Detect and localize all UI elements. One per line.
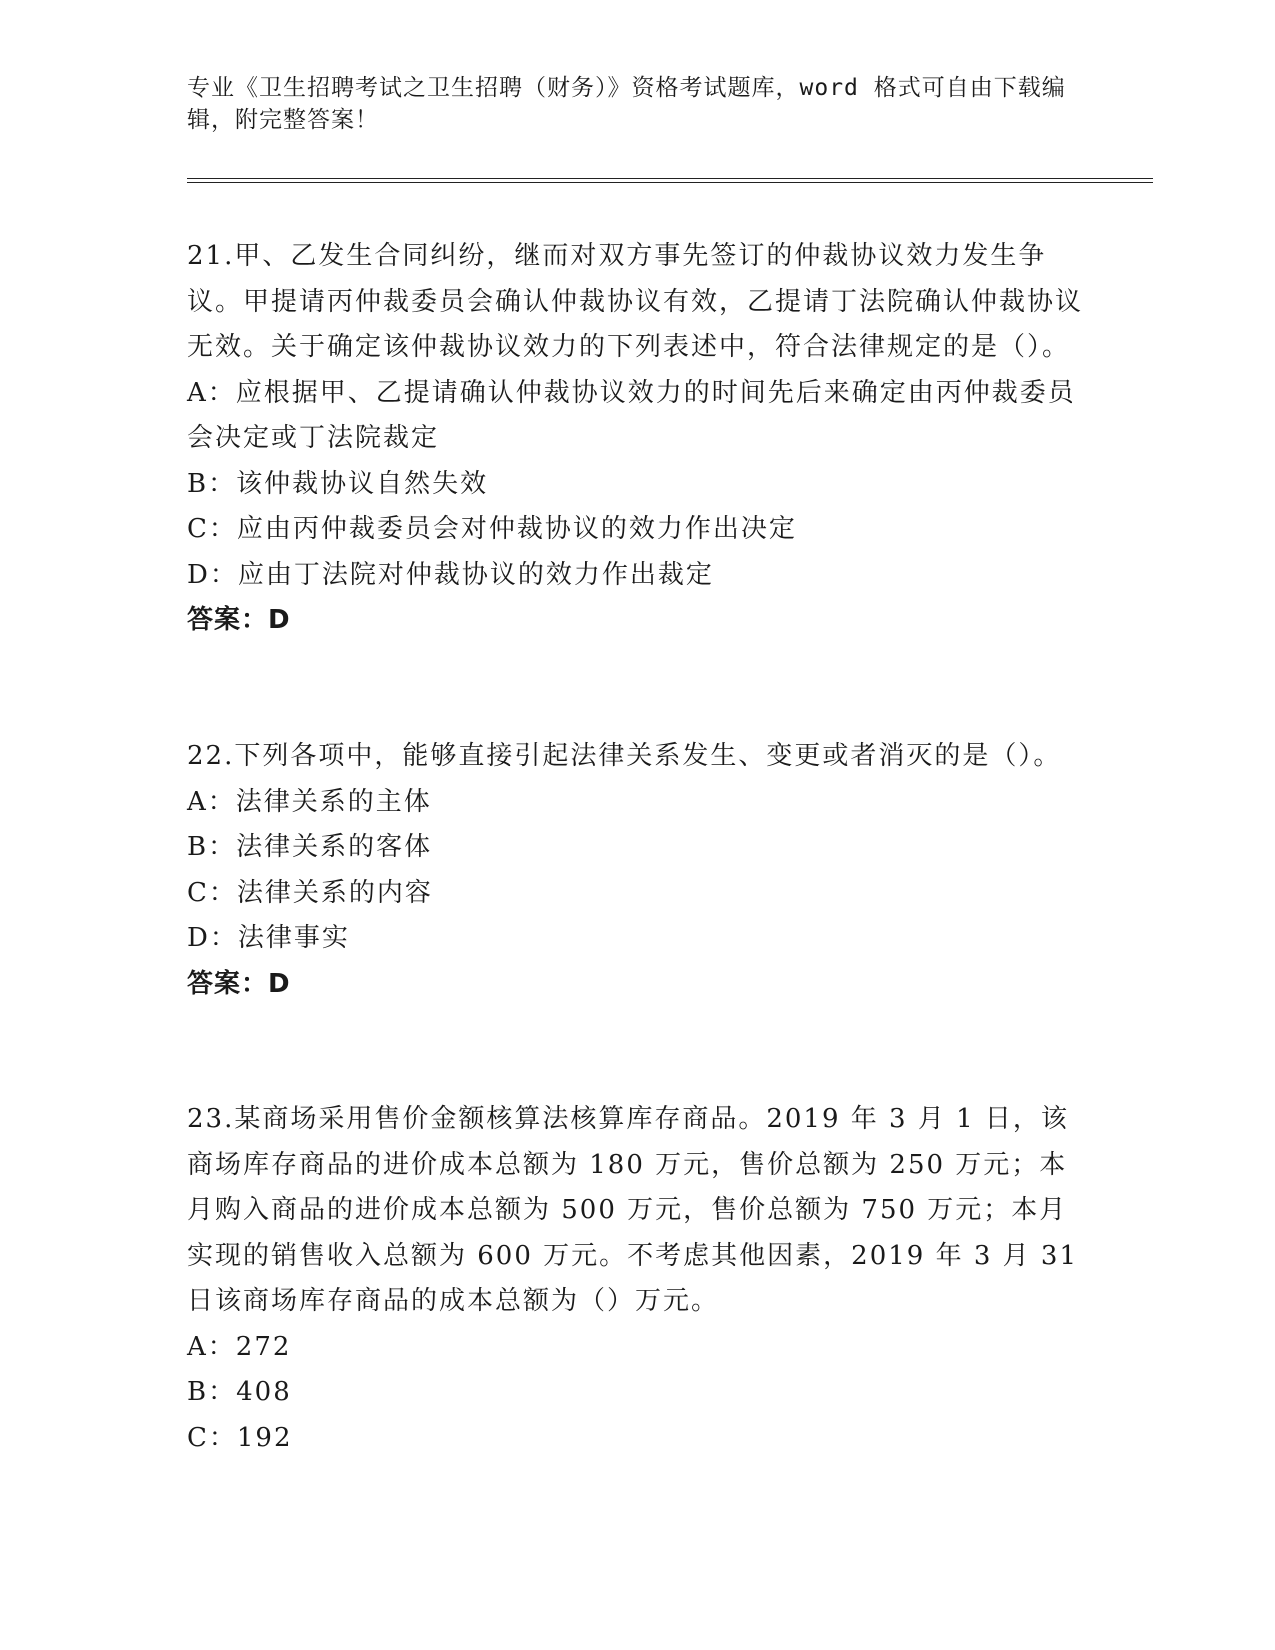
question-stem: 23.某商场采用售价金额核算法核算库存商品。2019 年 3 月 1 日，该商场库存商品的进价成本总额为 180 万元，售价总额为 250 万元；本月购入商品的进价成本总额为 500 万元，售价总额为 750 万元；本月实现的销售收入总额为 600 万元。不考虑其他因素，2019 年 3 月 31 日该商场库存商品的成本总额为（）万元。: [187, 1104, 1079, 1316]
option-d: D：法律事实: [187, 923, 350, 953]
question-stem: 22.下列各项中，能够直接引起法律关系发生、变更或者消灭的是（）。: [187, 741, 1062, 771]
option-a: A：法律关系的主体: [187, 786, 432, 817]
option-c: C：应由丙仲裁委员会对仲裁协议的效力作出决定: [187, 514, 797, 544]
option-a: A：272: [187, 1331, 292, 1362]
header-text: 专业《卫生招聘考试之卫生招聘（财务）》资格考试题库，word 格式可自由下载编辑，附完整答案！: [187, 75, 1066, 133]
question-stem: 21.甲、乙发生合同纠纷，继而对双方事先签订的仲裁协议效力发生争议。甲提请丙仲裁委员会确认仲裁协议有效，乙提请丁法院确认仲裁协议无效。关于确定该仲裁协议效力的下列表述中，符合法律规定的是（）。: [187, 241, 1084, 362]
option-b: B：该仲裁协议自然失效: [187, 468, 489, 499]
option-a: A：应根据甲、乙提请确认仲裁协议效力的时间先后来确定由丙仲裁委员会决定或丁法院裁定: [187, 377, 1076, 453]
option-b: B：法律关系的客体: [187, 832, 433, 862]
option-c: C：法律关系的内容: [187, 877, 433, 908]
question-22: [187, 734, 1087, 1007]
option-d: D：应由丁法院对仲裁协议的效力作出裁定: [187, 559, 714, 590]
option-b: B：408: [187, 1377, 292, 1407]
document-header: [187, 72, 1067, 136]
option-c: C：192: [187, 1422, 293, 1453]
answer: 答案：D: [187, 968, 291, 999]
question-21: [187, 234, 1087, 644]
question-23: [187, 1097, 1087, 1461]
answer: 答案：D: [187, 605, 291, 635]
header-divider: [187, 178, 1153, 183]
